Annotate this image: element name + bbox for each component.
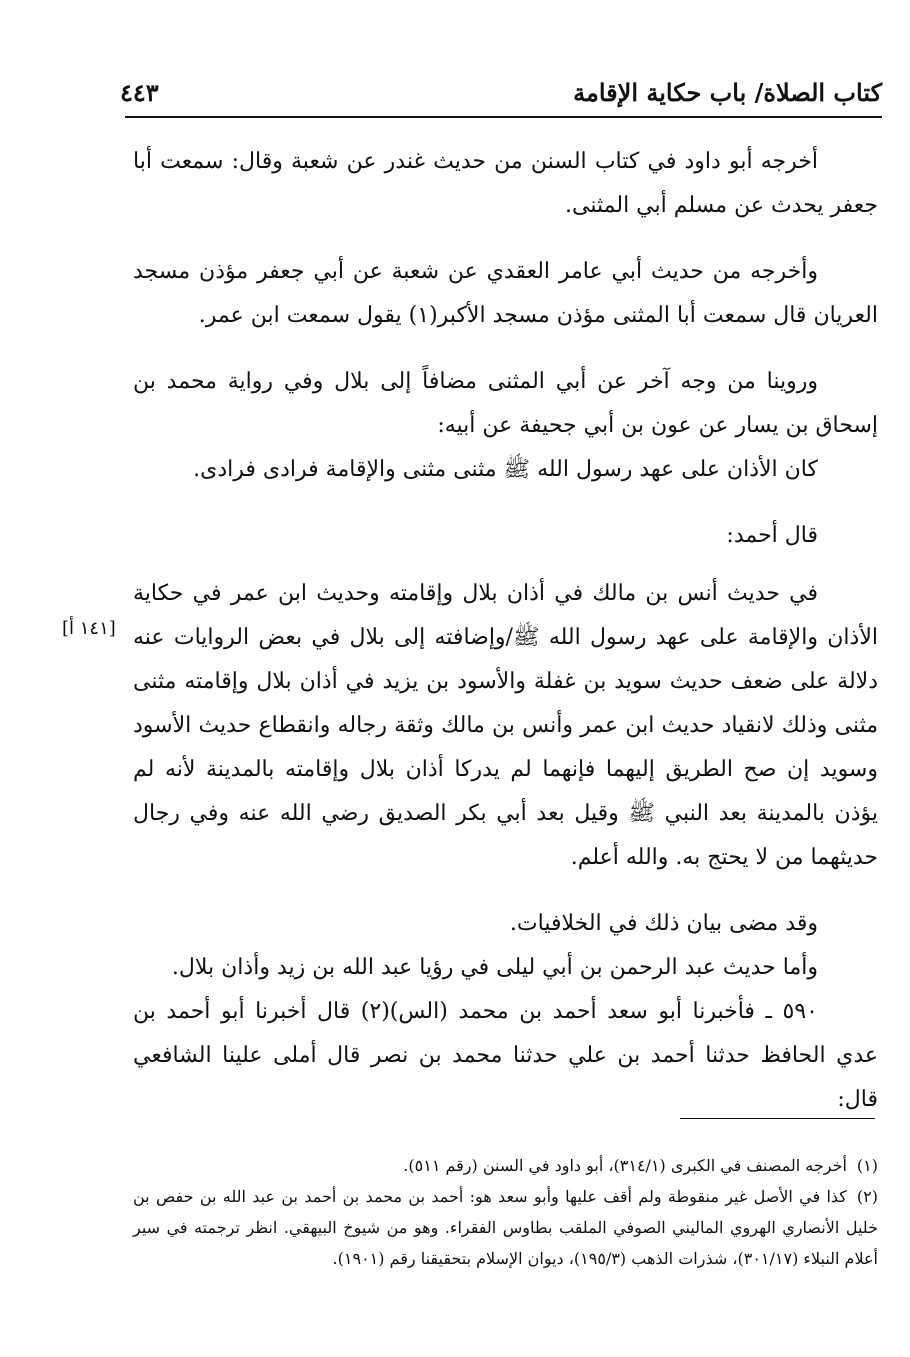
footnote-text: كذا في الأصل غير منقوطة ولم أقف عليها وأبو سعد هو: أحمد بن محمد بن أحمد بن عبد الله بن حفص بن خليل الأنصاري الهروي الماليني الصوفي الملقب بطاوس الفقراء. وهو من شيوخ البيهقي. انظر ترجمته في سير أعلام النبلاء (٣٠١/١٧)، شذرات الذهب (١٩٥/٣)، ديوان الإسلام بتحقيقنا رقم (١٩٠١). [133, 1187, 878, 1268]
page-number: ٤٤٣ [120, 77, 159, 107]
footnote-number: (٢) [856, 1187, 879, 1206]
manuscript-folio-marker: [١٤١ أ] [62, 618, 116, 639]
paragraph-ibn-abi-layla: وأما حديث عبد الرحمن بن أبي ليلى في رؤيا عبد الله بن زيد وأذان بلال. [171, 955, 818, 980]
main-text [133, 140, 878, 1122]
hadith-590: ٥٩٠ ـ فأخبرنا أبو سعد أحمد بن محمد (الس)(٢) قال أخبرنا أبو أحمد بن عدي الحافظ حدثنا أحمد بن علي حدثنا محمد بن نصر قال أملى علينا الشافعي قال: [133, 999, 878, 1112]
running-header [120, 72, 882, 112]
footnote-rule [680, 1118, 875, 1119]
header-rule [125, 116, 882, 118]
footnote-number: (١) [856, 1156, 878, 1175]
paragraph-aqadi: وأخرجه من حديث أبي عامر العقدي عن شعبة عن أبي جعفر مؤذن مسجد العريان قال سمعت أبا المثنى مؤذن مسجد الأكبر(١) يقول سمعت ابن عمر. [133, 259, 878, 328]
paragraph-commentary: في حديث أنس بن مالك في أذان بلال وإقامته وحديث ابن عمر في حكاية الأذان والإقامة على عهد رسول الله ﷺ/وإضافته إلى بلال في بعض الروايات عنه دلالة على ضعف حديث سويد بن غفلة والأسود بن يزيد في أذان بلال وإقامته مثنى مثنى وذلك لانقياد حديث ابن عمر وأنس بن مالك وثقة رجاله وانقطاع حديث الأسود وسويد إن صح الطريق إليهما فإنهما لم يدركا أذان بلال وإقامته بالمدينة لأنه لم يؤذن بالمدينة بعد النبي ﷺ وقيل بعد أبي بكر الصديق رضي الله عنه وفي رجال حديثهما من لا يحتج به. والله أعلم. [133, 581, 878, 870]
footnote [133, 1181, 878, 1274]
paragraph-khilafiyat: وقد مضى بيان ذلك في الخلافيات. [509, 911, 818, 936]
footnote [133, 1150, 878, 1181]
chapter-title: كتاب الصلاة/ باب حكاية الإقامة [573, 77, 882, 107]
paragraph-qala-ahmad: قال أحمد: [726, 523, 818, 548]
paragraph-bilal-narration: وروينا من وجه آخر عن أبي المثنى مضافاً إلى بلال وفي رواية محمد بن إسحاق بن يسار عن عون بن أبي جحيفة عن أبيه: [133, 369, 878, 438]
paragraph-abu-dawud: أخرجه أبو داود في كتاب السنن من حديث غندر عن شعبة وقال: سمعت أبا جعفر يحدث عن مسلم أبي المثنى. [133, 149, 878, 218]
hadith-quote: كان الأذان على عهد رسول الله ﷺ مثنى مثنى والإقامة فرادى فرادى. [193, 457, 818, 482]
footnotes [133, 1150, 878, 1274]
footnote-text: أخرجه المصنف في الكبرى (٣١٤/١)، أبو داود في السنن (رقم ٥١١). [403, 1156, 847, 1175]
